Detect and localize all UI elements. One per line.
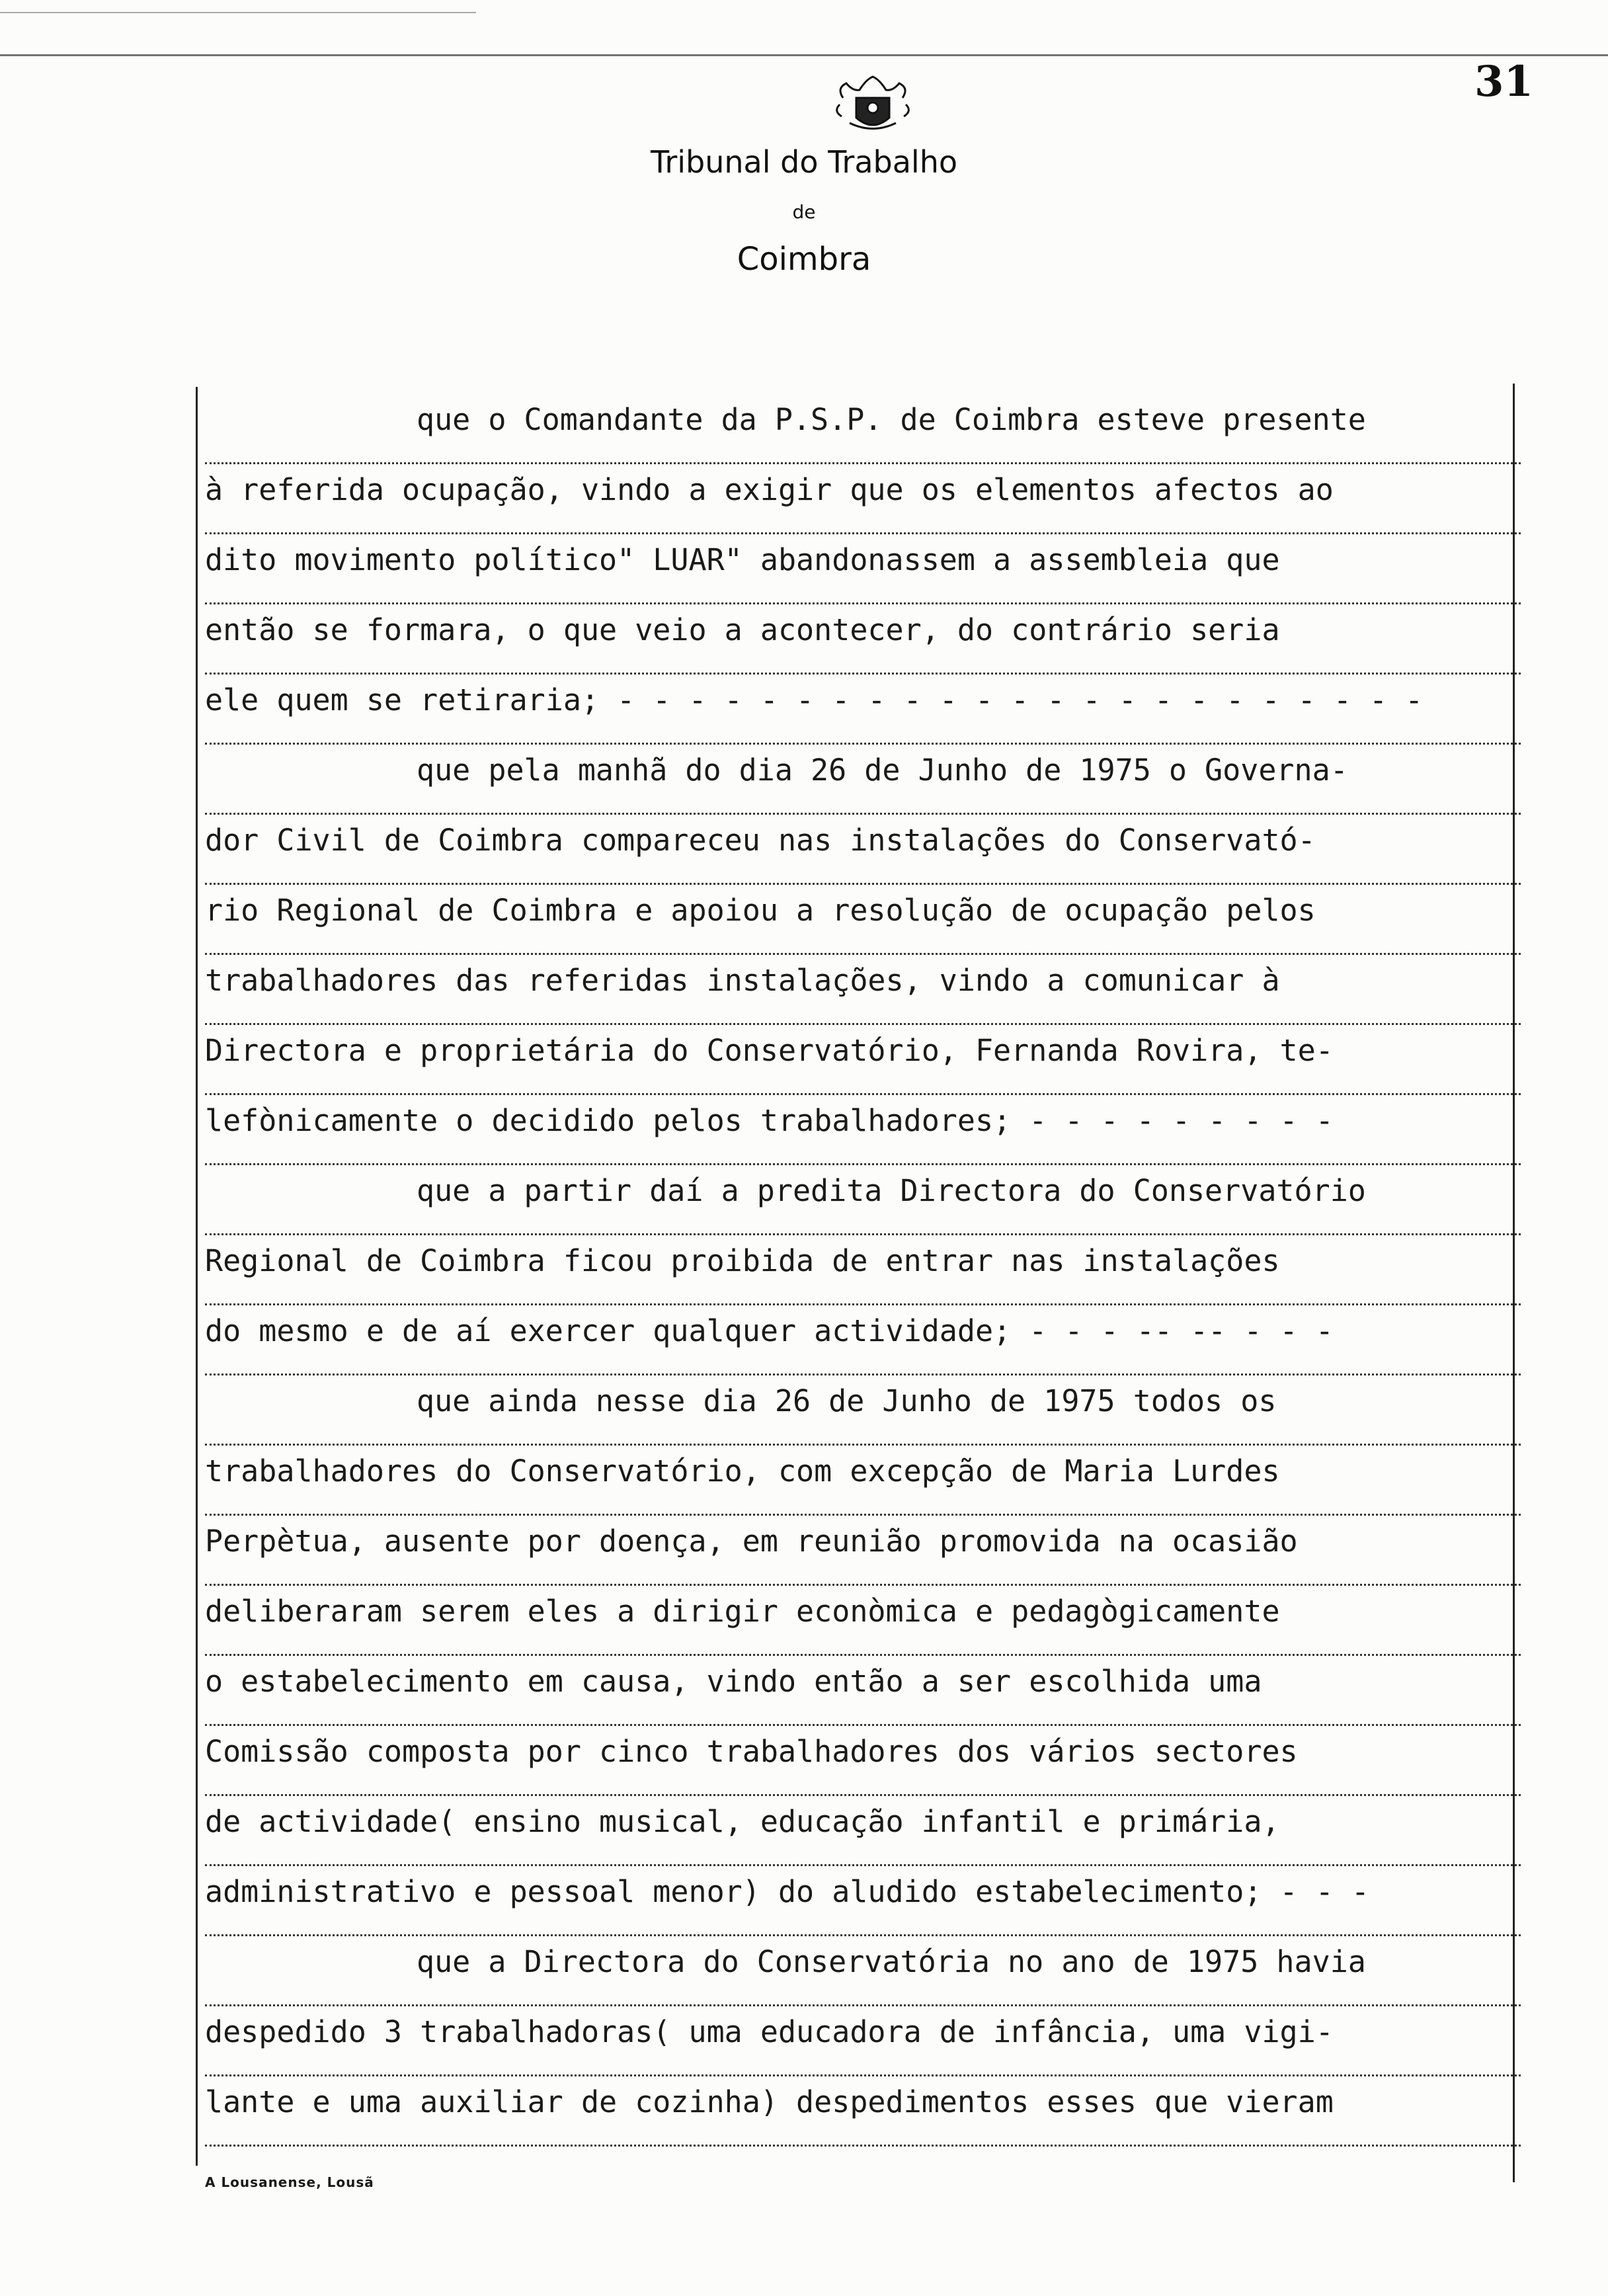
text-line: ele quem se retiraria; - - - - - - - - - - - - - - - - - - - - - - -	[205, 675, 1521, 745]
text-line: que a Directora do Conservatória no ano de 1975 havia	[205, 1936, 1521, 2006]
text-line: que pela manhã do dia 26 de Junho de 1975 o Governa-	[205, 745, 1521, 815]
text-line: dito movimento político" LUAR" abandonassem a assembleia que	[205, 534, 1521, 604]
text-line: então se formara, o que veio a acontecer, do contrário seria	[205, 604, 1521, 675]
text-line: Regional de Coimbra ficou proibida de entrar nas instalações	[205, 1235, 1521, 1305]
printer-imprint: A Lousanense, Lousã	[205, 2174, 374, 2190]
text-line: deliberaram serem eles a dirigir econòmica e pedagògicamente	[205, 1586, 1521, 1656]
header-rule	[0, 54, 1608, 56]
page-number: 31	[1474, 57, 1534, 106]
text-line: que ainda nesse dia 26 de Junho de 1975 todos os	[205, 1375, 1521, 1446]
text-line: administrativo e pessoal menor) do aludido estabelecimento; - - -	[205, 1866, 1521, 1936]
text-line: Perpètua, ausente por doença, em reunião promovida na ocasião	[205, 1516, 1521, 1586]
text-line: que o Comandante da P.S.P. de Coimbra esteve presente	[205, 394, 1521, 464]
text-line: de actividade( ensino musical, educação infantil e primária,	[205, 1796, 1521, 1866]
text-line: trabalhadores das referidas instalações, vindo a comunicar à	[205, 955, 1521, 1025]
typed-body-text	[205, 394, 1521, 2147]
text-line: lante e uma auxiliar de cozinha) despedimentos esses que vieram	[205, 2076, 1521, 2147]
text-line: lefònicamente o decidido pelos trabalhadores; - - - - - - - - -	[205, 1095, 1521, 1165]
court-city: Coimbra	[737, 241, 871, 278]
text-line: rio Regional de Coimbra e apoiou a resolução de ocupação pelos	[205, 885, 1521, 955]
court-de: de	[792, 201, 816, 223]
text-line: à referida ocupação, vindo a exigir que os elementos afectos ao	[205, 464, 1521, 534]
text-line: Directora e proprietária do Conservatório, Fernanda Rovira, te-	[205, 1025, 1521, 1095]
text-line: Comissão composta por cinco trabalhadores dos vários sectores	[205, 1726, 1521, 1796]
text-line: dor Civil de Coimbra compareceu nas instalações do Conservató-	[205, 815, 1521, 885]
text-line: que a partir daí a predita Directora do Conservatório	[205, 1165, 1521, 1235]
text-line: trabalhadores do Conservatório, com excepção de Maria Lurdes	[205, 1446, 1521, 1516]
text-line: do mesmo e de aí exercer qualquer actividade; - - - -- -- - - -	[205, 1305, 1521, 1375]
coat-of-arms-emblem	[830, 71, 916, 138]
left-margin-line	[196, 387, 198, 2166]
text-line: despedido 3 trabalhadoras( uma educadora de infância, uma vigi-	[205, 2006, 1521, 2076]
scan-edge-line	[0, 12, 476, 13]
court-name: Tribunal do Trabalho	[651, 144, 957, 180]
text-line: o estabelecimento em causa, vindo então a ser escolhida uma	[205, 1656, 1521, 1726]
